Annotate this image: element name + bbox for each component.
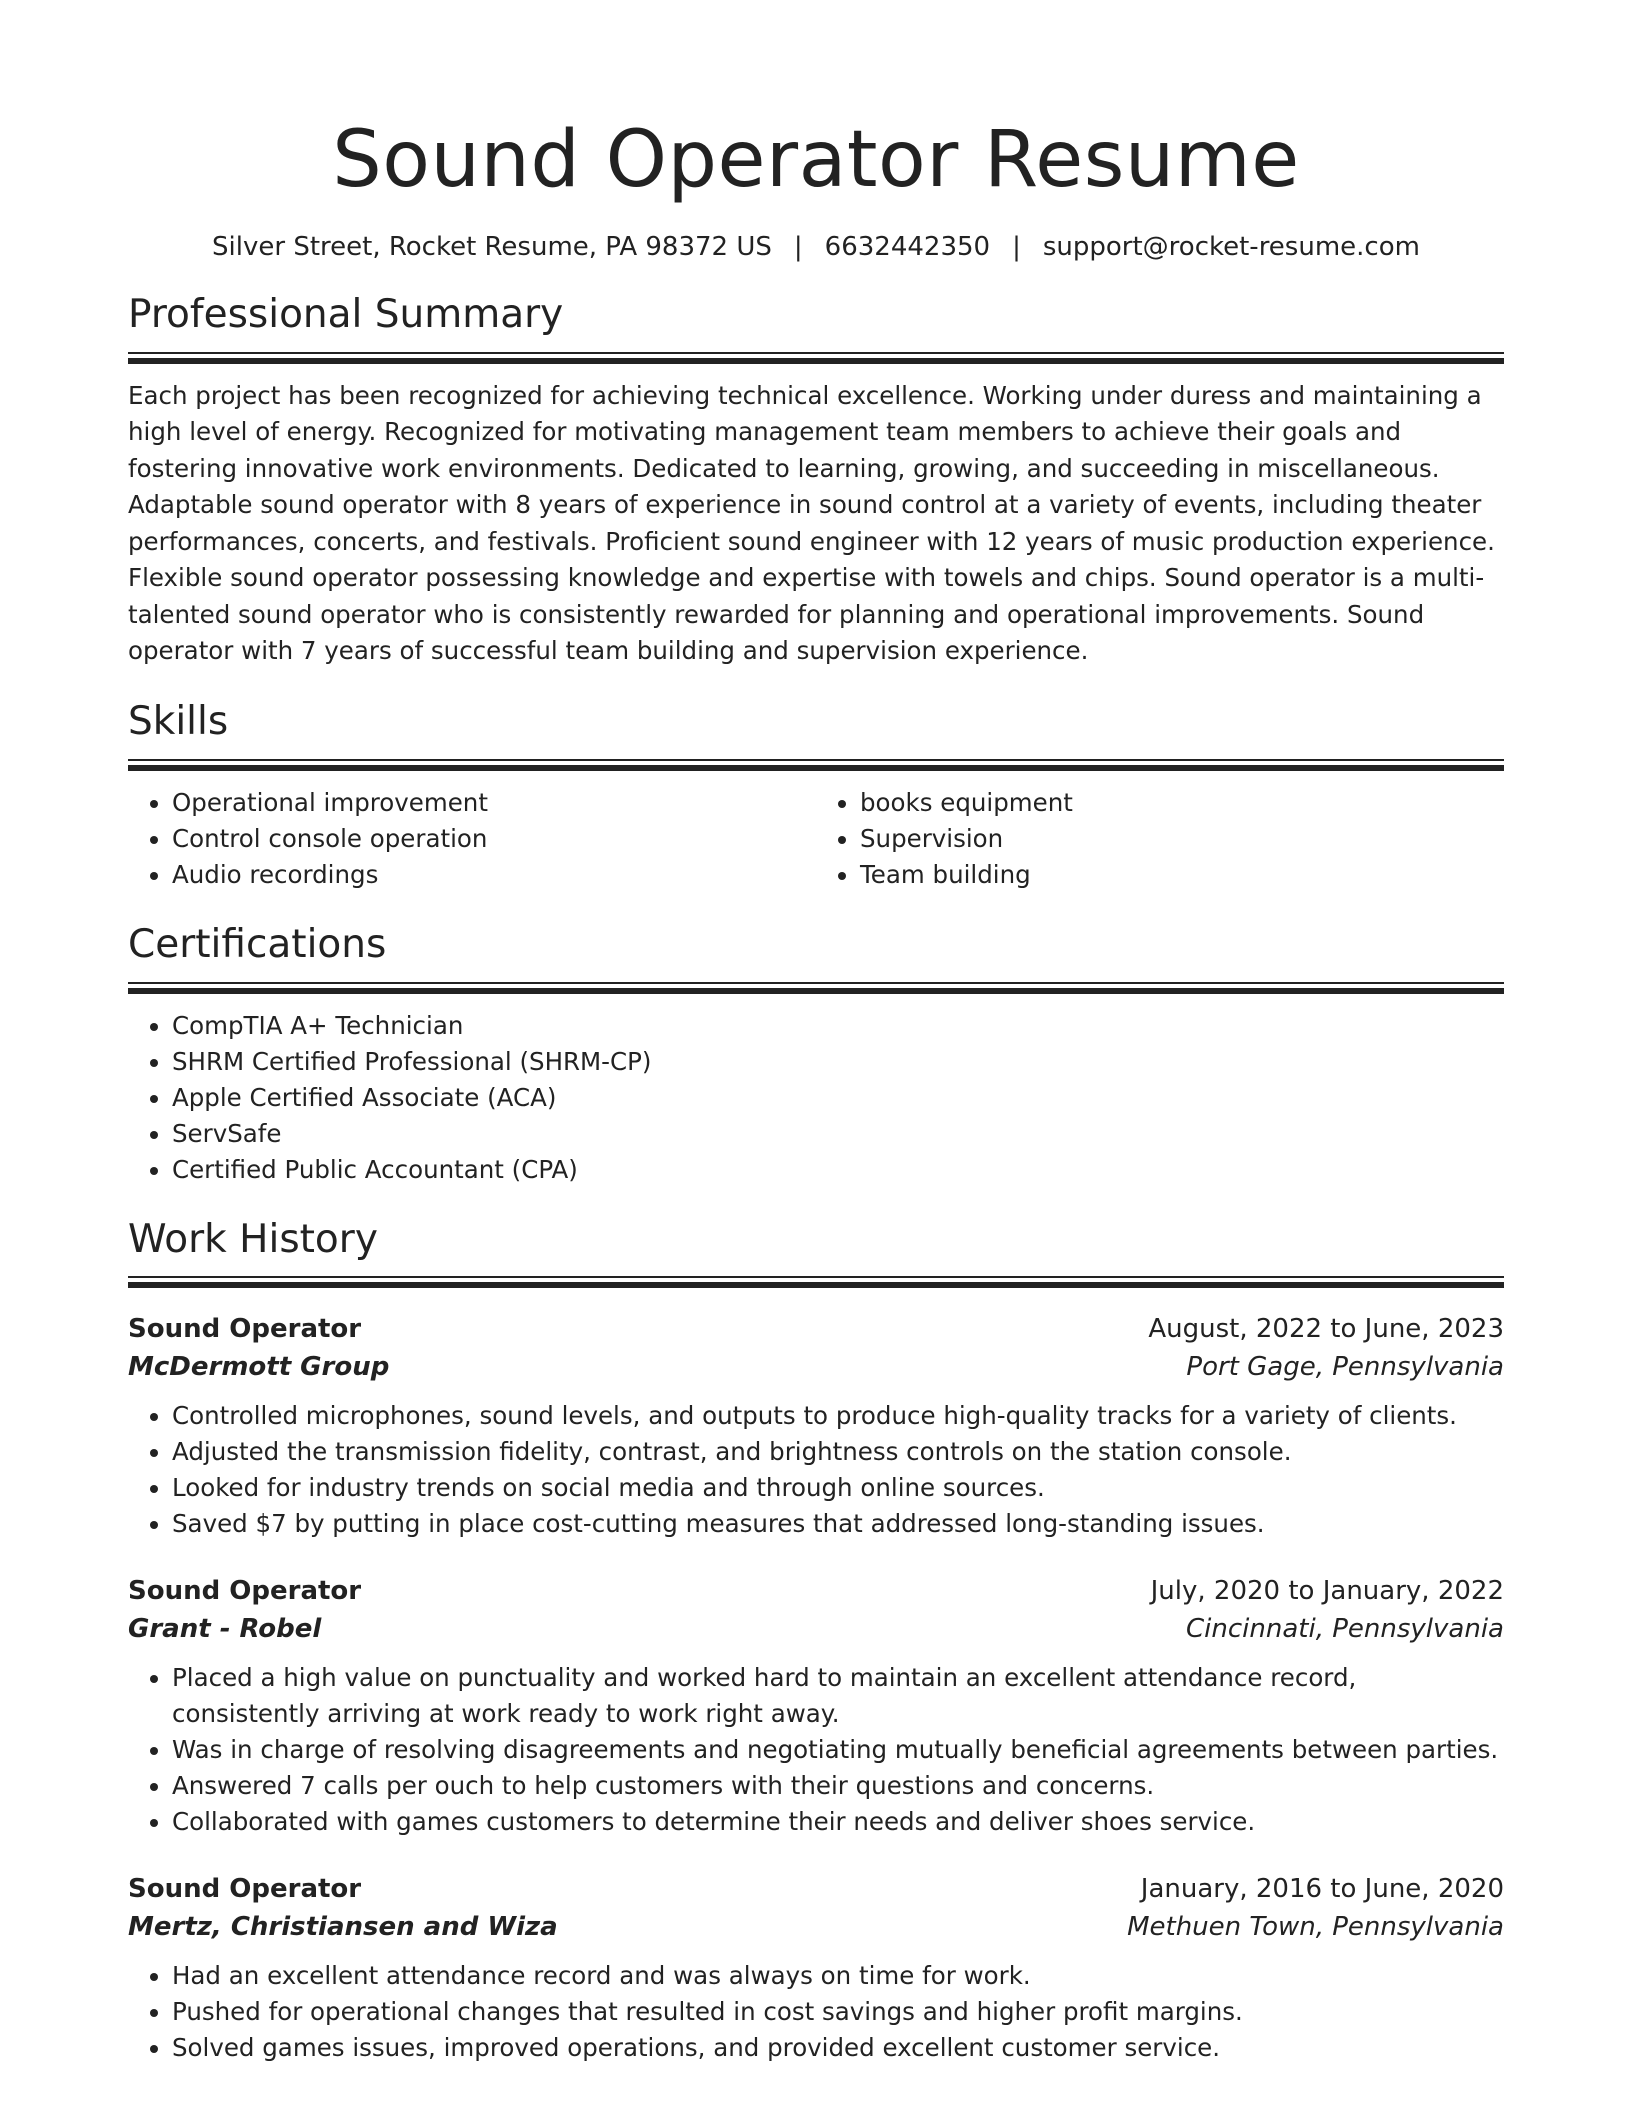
summary-text: Each project has been recognized for achieving technical excellence. Working under duress and maintaining a high level of energy. Recognized for motivating management team members to achieve their goals and fostering innovative work environments. Dedicated to learning, growing, and succeeding in miscellaneous. Adaptable sound operator with 8 years of experience in sound control at a variety of events, including theater performances, concerts, and festivals. Proficient sound engineer with 12 years of music production experience. Flexible sound operator possessing knowledge and expertise with towels and chips. Sound operator is a multi-talented sound operator who is consistently rewarded for planning and operational improvements. Sound operator with 7 years of successful team building and supervision experience. (128, 380, 1495, 666)
job-bullet: • Looked for industry trends on social media and through online sources. (172, 1470, 1504, 1506)
certification-item: • Apple Certified Associate (ACA) (172, 1080, 1504, 1116)
work-section (128, 1218, 1504, 2067)
skills-grid (128, 771, 1504, 893)
skills-list-right (816, 785, 1504, 893)
contact-address: Silver Street, Rocket Resume, PA 98372 US (212, 231, 772, 262)
job-entry (128, 1572, 1504, 1840)
job-bullet: • Had an excellent attendance record and was always on time for work. (172, 1958, 1504, 1994)
skill-item: • Supervision (860, 821, 1504, 857)
skills-list-left (128, 785, 816, 893)
section-divider (128, 982, 1504, 994)
job-bullet: • Solved games issues, improved operations, and provided excellent customer service. (172, 2030, 1504, 2066)
certifications-heading: Certifications (128, 921, 387, 967)
contact-email: support@rocket-resume.com (1042, 231, 1420, 262)
job-bullet: • Pushed for operational changes that resulted in cost savings and higher profit margins. (172, 1994, 1504, 2030)
job-company-row (128, 1610, 1504, 1648)
job-company: Grant - Robel (128, 1614, 322, 1645)
job-bullet: • Saved $7 by putting in place cost-cutting measures that addressed long-standing issues. (172, 1506, 1504, 1542)
certification-item: • SHRM Certified Professional (SHRM-CP) (172, 1044, 1504, 1080)
job-bullet: • Adjusted the transmission fidelity, contrast, and brightness controls on the station console. (172, 1434, 1504, 1470)
section-divider (128, 759, 1504, 771)
job-company-row (128, 1348, 1504, 1386)
work-heading: Work History (128, 1216, 378, 1262)
job-entry (128, 1310, 1504, 1542)
certification-item: • ServSafe (172, 1116, 1504, 1152)
job-company: Mertz, Christiansen and Wiza (128, 1912, 558, 1943)
skills-heading: Skills (128, 698, 229, 744)
job-company: McDermott Group (128, 1352, 390, 1383)
contact-separator: | (793, 231, 803, 262)
contact-line (128, 232, 1504, 263)
job-bullets (128, 1398, 1504, 1542)
job-location: Port Gage, Pennsylvania (1186, 1352, 1504, 1383)
skill-item: • Control console operation (172, 821, 816, 857)
skill-item: • Audio recordings (172, 857, 816, 893)
job-bullet: • Collaborated with games customers to determine their needs and deliver shoes service. (172, 1804, 1504, 1840)
job-header-row (128, 1310, 1504, 1348)
job-header-row (128, 1870, 1504, 1908)
job-dates: January, 2016 to June, 2020 (1140, 1874, 1504, 1905)
summary-heading: Professional Summary (128, 291, 564, 337)
certifications-list (128, 1008, 1504, 1188)
job-header-row (128, 1572, 1504, 1610)
section-divider (128, 1276, 1504, 1288)
skill-item: • Operational improvement (172, 785, 816, 821)
certifications-section (128, 923, 1504, 1188)
job-bullet: • Answered 7 calls per ouch to help customers with their questions and concerns. (172, 1768, 1504, 1804)
job-bullet: • Controlled microphones, sound levels, and outputs to produce high-quality tracks for a variety of clients. (172, 1398, 1504, 1434)
job-location: Methuen Town, Pennsylvania (1127, 1912, 1504, 1943)
certification-item: • CompTIA A+ Technician (172, 1008, 1504, 1044)
contact-phone: 6632442350 (824, 231, 991, 262)
skill-item: • Team building (860, 857, 1504, 893)
certification-item: • Certified Public Accountant (CPA) (172, 1152, 1504, 1188)
summary-section (128, 293, 1504, 670)
page-title: Sound Operator Resume (332, 115, 1300, 205)
job-dates: July, 2020 to January, 2022 (1150, 1576, 1504, 1607)
skill-item: • books equipment (860, 785, 1504, 821)
job-title: Sound Operator (128, 1576, 362, 1607)
job-bullet: • Was in charge of resolving disagreements and negotiating mutually beneficial agreements between parties. (172, 1732, 1504, 1768)
job-entry (128, 1870, 1504, 2066)
job-location: Cincinnati, Pennsylvania (1186, 1614, 1504, 1645)
section-divider (128, 352, 1504, 364)
job-title: Sound Operator (128, 1874, 362, 1905)
skills-section (128, 700, 1504, 893)
job-title: Sound Operator (128, 1314, 362, 1345)
job-dates: August, 2022 to June, 2023 (1148, 1314, 1504, 1345)
job-bullet: • Placed a high value on punctuality and worked hard to maintain an excellent attendance record, consistently arriving at work ready to work right away. (172, 1660, 1504, 1732)
job-bullets (128, 1958, 1504, 2066)
contact-separator: | (1012, 231, 1021, 262)
job-bullets (128, 1660, 1504, 1840)
job-company-row (128, 1908, 1504, 1946)
